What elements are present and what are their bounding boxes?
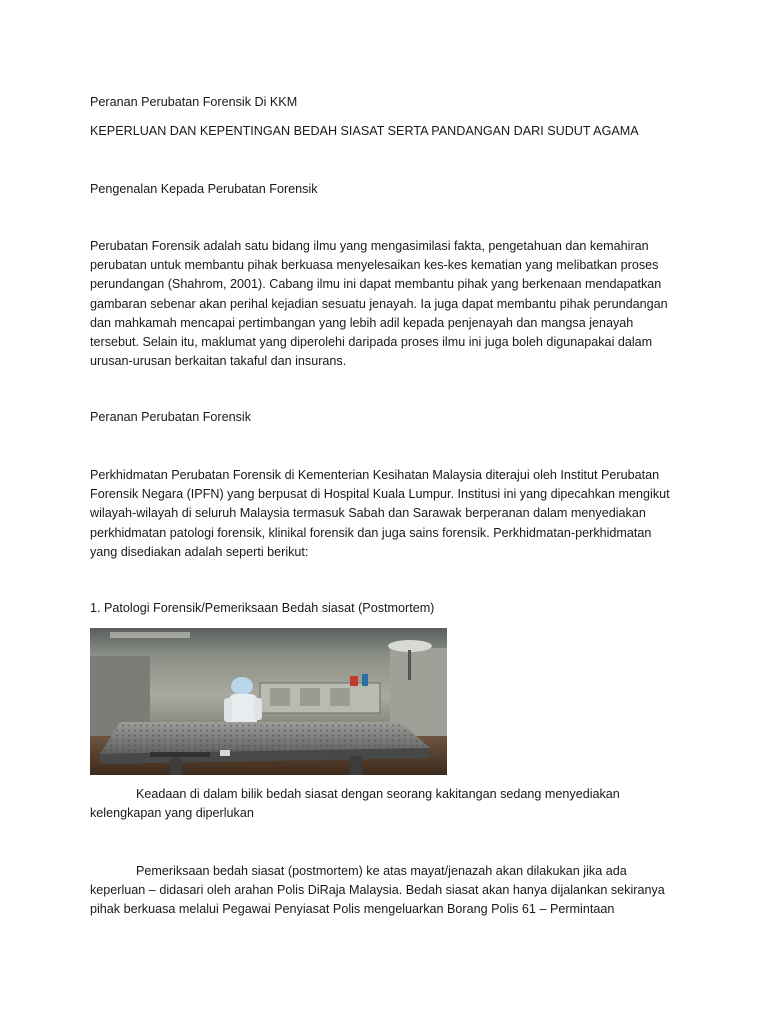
autopsy-room-illustration [90,628,447,775]
autopsy-room-photo [90,628,447,775]
document-title: Peranan Perubatan Forensik Di KKM [90,95,298,109]
section-heading-role: Peranan Perubatan Forensik [90,410,252,424]
postmortem-paragraph-text: Pemeriksaan bedah siasat (postmortem) ke atas mayat/jenazah akan dilakukan jika ada keperluan – didasari oleh arahan Polis DiRaja Malaysia. Bedah siasat akan hanya dijalankan sekiranya pihak berkuasa melalui Pegawai Penyiasat Polis mengeluarkan Borang Polis 61 – Permintaan [90,864,665,917]
section-heading-introduction: Pengenalan Kepada Perubatan Forensik [90,182,318,196]
photo-caption [90,785,670,823]
introduction-paragraph-text: Perubatan Forensik adalah satu bidang ilmu yang mengasimilasi fakta, pengetahuan dan kemahiran perubatan untuk membantu pihak berkuasa menyelesaikan kes-kes kematian yang melibatkan proses perundangan (Shahrom, 2001). Cabang ilmu ini dapat membantu pihak yang berkenaan mendapatkan gambaran sebenar akan perihal kejadian sesuatu jenayah. Ia juga dapat membantu pihak perundangan dan mahkamah mencapai pertimbangan yang lebih adil kepada penjenayah dan mangsa jenayah tersebut. Selain itu, maklumat yang diperolehi daripada proses ilmu ini juga boleh digunapakai dalam urusan-urusan berkaitan takaful dan insurans. [90,239,668,369]
photo-caption-text: Keadaan di dalam bilik bedah siasat dengan seorang kakitangan sedang menyediakan kelengkapan yang diperlukan [90,787,620,821]
introduction-paragraph [90,237,670,371]
list-item-heading-pathology: 1. Patologi Forensik/Pemeriksaan Bedah siasat (Postmortem) [90,601,435,615]
role-paragraph [90,466,670,562]
main-heading: KEPERLUAN DAN KEPENTINGAN BEDAH SIASAT SERTA PANDANGAN DARI SUDUT AGAMA [90,124,639,138]
postmortem-paragraph [90,862,670,920]
role-paragraph-text: Perkhidmatan Perubatan Forensik di Kementerian Kesihatan Malaysia diterajui oleh Institut Perubatan Forensik Negara (IPFN) yang berpusat di Hospital Kuala Lumpur. Institusi ini yang dipecahkan mengikut wilayah-wilayah di seluruh Malaysia termasuk Sabah dan Sarawak berperanan dalam menyediakan perkhidmatan patologi forensik, klinikal forensik dan juga sains forensik. Perkhidmatan-perkhidmatan yang disediakan adalah seperti berikut: [90,468,670,559]
